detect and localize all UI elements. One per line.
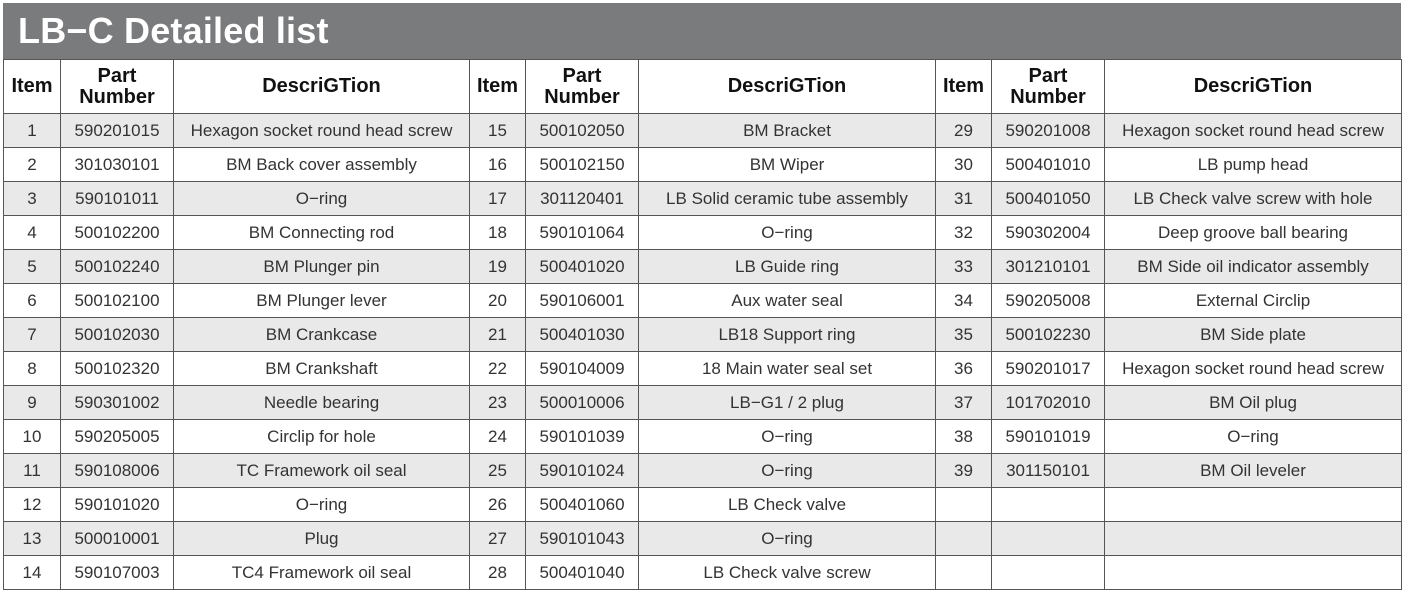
table-row — [4, 420, 1402, 454]
header-row — [4, 60, 1402, 114]
item-cell: 27 — [470, 522, 526, 556]
description-cell: BM Side oil indicator assembly — [1105, 250, 1402, 284]
description-cell: Aux water seal — [639, 284, 936, 318]
item-cell — [936, 522, 992, 556]
part-number-cell: 500401050 — [992, 182, 1105, 216]
description-cell: O−ring — [1105, 420, 1402, 454]
description-cell: BM Bracket — [639, 114, 936, 148]
table-row — [4, 488, 1402, 522]
description-cell: O−ring — [174, 182, 470, 216]
part-number-cell: 500401030 — [526, 318, 639, 352]
table-row — [4, 522, 1402, 556]
item-cell: 21 — [470, 318, 526, 352]
description-cell — [1105, 522, 1402, 556]
part-number-cell: 500102150 — [526, 148, 639, 182]
table-row — [4, 284, 1402, 318]
description-cell: TC Framework oil seal — [174, 454, 470, 488]
description-cell: BM Connecting rod — [174, 216, 470, 250]
description-cell: BM Wiper — [639, 148, 936, 182]
description-cell: O−ring — [639, 216, 936, 250]
item-cell: 37 — [936, 386, 992, 420]
part-number-cell: 590101019 — [992, 420, 1105, 454]
part-number-cell: 500102230 — [992, 318, 1105, 352]
header-part-number — [61, 60, 174, 114]
part-number-cell: 590201008 — [992, 114, 1105, 148]
item-cell: 14 — [4, 556, 61, 590]
description-cell: Deep groove ball bearing — [1105, 216, 1402, 250]
item-cell: 10 — [4, 420, 61, 454]
description-cell: LB Guide ring — [639, 250, 936, 284]
item-cell: 30 — [936, 148, 992, 182]
part-number-cell: 500102320 — [61, 352, 174, 386]
description-cell: Hexagon socket round head screw — [1105, 114, 1402, 148]
part-number-cell: 590201015 — [61, 114, 174, 148]
item-cell: 39 — [936, 454, 992, 488]
part-number-cell: 500102050 — [526, 114, 639, 148]
header-part-line2: Number — [544, 85, 620, 108]
header-part-line1: Part — [1028, 64, 1068, 87]
item-cell: 36 — [936, 352, 992, 386]
part-number-cell: 590205005 — [61, 420, 174, 454]
table-row — [4, 114, 1402, 148]
item-cell: 32 — [936, 216, 992, 250]
item-cell: 29 — [936, 114, 992, 148]
part-number-cell: 590205008 — [992, 284, 1105, 318]
description-cell: BM Back cover assembly — [174, 148, 470, 182]
item-cell: 13 — [4, 522, 61, 556]
part-number-cell: 590107003 — [61, 556, 174, 590]
part-number-cell: 500401060 — [526, 488, 639, 522]
description-cell: BM Plunger lever — [174, 284, 470, 318]
page-title: LB−C Detailed list — [18, 10, 329, 51]
item-cell: 35 — [936, 318, 992, 352]
table-body — [4, 114, 1402, 590]
description-cell: Circlip for hole — [174, 420, 470, 454]
header-part-line1: Part — [97, 64, 137, 87]
table-row — [4, 148, 1402, 182]
item-cell: 31 — [936, 182, 992, 216]
parts-table — [3, 59, 1402, 590]
item-cell: 23 — [470, 386, 526, 420]
part-number-cell: 500010006 — [526, 386, 639, 420]
description-cell: BM Crankcase — [174, 318, 470, 352]
item-cell: 5 — [4, 250, 61, 284]
table-row — [4, 182, 1402, 216]
part-number-cell: 500102200 — [61, 216, 174, 250]
description-cell: BM Oil leveler — [1105, 454, 1402, 488]
part-number-cell: 500401040 — [526, 556, 639, 590]
part-number-cell: 590101043 — [526, 522, 639, 556]
description-cell: BM Crankshaft — [174, 352, 470, 386]
table-row — [4, 216, 1402, 250]
item-cell: 8 — [4, 352, 61, 386]
description-cell: Plug — [174, 522, 470, 556]
header-part-line2: Number — [1010, 85, 1086, 108]
description-cell: LB Check valve screw with hole — [1105, 182, 1402, 216]
item-cell: 16 — [470, 148, 526, 182]
item-cell: 24 — [470, 420, 526, 454]
part-number-cell: 590101064 — [526, 216, 639, 250]
description-cell: O−ring — [174, 488, 470, 522]
item-cell: 3 — [4, 182, 61, 216]
part-number-cell: 301210101 — [992, 250, 1105, 284]
item-cell: 18 — [470, 216, 526, 250]
description-cell: 18 Main water seal set — [639, 352, 936, 386]
table-row — [4, 454, 1402, 488]
description-cell: Hexagon socket round head screw — [1105, 352, 1402, 386]
header-part-number — [992, 60, 1105, 114]
item-cell: 2 — [4, 148, 61, 182]
title-bar — [3, 3, 1401, 59]
item-cell: 25 — [470, 454, 526, 488]
part-number-cell: 500102100 — [61, 284, 174, 318]
item-cell — [936, 556, 992, 590]
item-cell: 26 — [470, 488, 526, 522]
part-number-cell: 590301002 — [61, 386, 174, 420]
description-cell: O−ring — [639, 522, 936, 556]
header-item: Item — [4, 60, 61, 114]
description-cell: External Circlip — [1105, 284, 1402, 318]
header-item: Item — [470, 60, 526, 114]
description-cell: O−ring — [639, 420, 936, 454]
part-number-cell: 500010001 — [61, 522, 174, 556]
header-part-number — [526, 60, 639, 114]
description-cell — [1105, 488, 1402, 522]
part-number-cell: 590201017 — [992, 352, 1105, 386]
description-cell: LB pump head — [1105, 148, 1402, 182]
header-item: Item — [936, 60, 992, 114]
item-cell: 12 — [4, 488, 61, 522]
description-cell: BM Oil plug — [1105, 386, 1402, 420]
table-row — [4, 386, 1402, 420]
item-cell: 15 — [470, 114, 526, 148]
part-number-cell — [992, 522, 1105, 556]
item-cell: 9 — [4, 386, 61, 420]
header-description: DescriGTion — [1105, 60, 1402, 114]
item-cell: 4 — [4, 216, 61, 250]
description-cell: BM Side plate — [1105, 318, 1402, 352]
description-cell: LB Check valve — [639, 488, 936, 522]
item-cell: 38 — [936, 420, 992, 454]
description-cell: LB18 Support ring — [639, 318, 936, 352]
table-row — [4, 556, 1402, 590]
part-number-cell: 590101039 — [526, 420, 639, 454]
item-cell: 11 — [4, 454, 61, 488]
item-cell: 28 — [470, 556, 526, 590]
part-number-cell: 590101020 — [61, 488, 174, 522]
description-cell: Hexagon socket round head screw — [174, 114, 470, 148]
description-cell: LB−G1 / 2 plug — [639, 386, 936, 420]
description-cell: O−ring — [639, 454, 936, 488]
description-cell: BM Plunger pin — [174, 250, 470, 284]
part-number-cell: 590106001 — [526, 284, 639, 318]
part-number-cell: 590302004 — [992, 216, 1105, 250]
description-cell: LB Check valve screw — [639, 556, 936, 590]
item-cell: 17 — [470, 182, 526, 216]
table-row — [4, 318, 1402, 352]
item-cell: 22 — [470, 352, 526, 386]
description-cell: LB Solid ceramic tube assembly — [639, 182, 936, 216]
header-part-line1: Part — [562, 64, 602, 87]
part-number-cell: 101702010 — [992, 386, 1105, 420]
part-number-cell: 301030101 — [61, 148, 174, 182]
table-row — [4, 250, 1402, 284]
part-number-cell: 500102240 — [61, 250, 174, 284]
part-number-cell: 301120401 — [526, 182, 639, 216]
header-description: DescriGTion — [639, 60, 936, 114]
header-part-line2: Number — [79, 85, 155, 108]
part-number-cell: 500401010 — [992, 148, 1105, 182]
part-number-cell: 301150101 — [992, 454, 1105, 488]
part-number-cell — [992, 556, 1105, 590]
item-cell: 7 — [4, 318, 61, 352]
description-cell: TC4 Framework oil seal — [174, 556, 470, 590]
item-cell: 33 — [936, 250, 992, 284]
part-number-cell — [992, 488, 1105, 522]
part-number-cell: 590101011 — [61, 182, 174, 216]
item-cell: 34 — [936, 284, 992, 318]
part-number-cell: 590104009 — [526, 352, 639, 386]
part-number-cell: 590108006 — [61, 454, 174, 488]
part-number-cell: 590101024 — [526, 454, 639, 488]
part-number-cell: 500102030 — [61, 318, 174, 352]
description-cell — [1105, 556, 1402, 590]
part-number-cell: 500401020 — [526, 250, 639, 284]
item-cell — [936, 488, 992, 522]
table-header — [4, 60, 1402, 114]
item-cell: 1 — [4, 114, 61, 148]
header-description: DescriGTion — [174, 60, 470, 114]
table-row — [4, 352, 1402, 386]
item-cell: 19 — [470, 250, 526, 284]
description-cell: Needle bearing — [174, 386, 470, 420]
item-cell: 6 — [4, 284, 61, 318]
item-cell: 20 — [470, 284, 526, 318]
